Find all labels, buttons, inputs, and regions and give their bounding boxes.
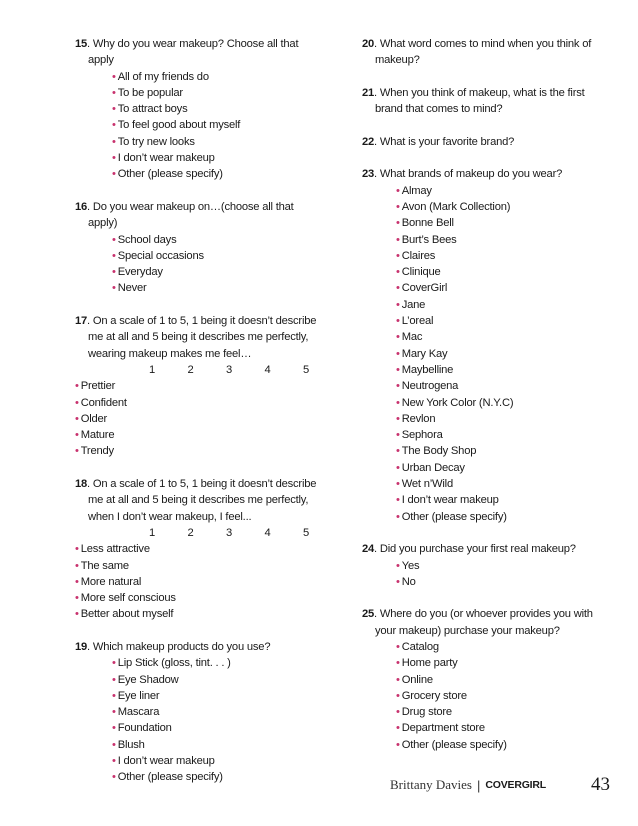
- list-item: • School days: [112, 232, 325, 248]
- question-text: 23. What brands of makeup do you wear?: [362, 168, 563, 181]
- list-item: • Catalog: [396, 639, 602, 655]
- question-21: [362, 85, 602, 118]
- list-item: • To attract boys: [112, 101, 325, 117]
- list-item: • More natural: [75, 574, 325, 590]
- list-item: • Eye liner: [112, 688, 325, 704]
- question-number: 25: [362, 608, 375, 621]
- question-text: 16. Do you wear makeup on…(choose all that apply): [75, 200, 294, 230]
- question-number: 19: [75, 640, 88, 653]
- list-item: • New York Color (N.Y.C): [396, 395, 602, 411]
- list-item: • Less attractive: [75, 541, 325, 557]
- option-list: [75, 69, 325, 183]
- list-item: • Grocery store: [396, 688, 602, 704]
- question-16: [75, 199, 325, 297]
- scale-label: 5: [302, 526, 309, 539]
- list-item: • Urban Decay: [396, 460, 602, 476]
- list-item: • More self conscious: [75, 590, 325, 606]
- list-item: • Drug store: [396, 704, 602, 720]
- question-22: [362, 134, 602, 150]
- list-item: • Mature: [75, 427, 325, 443]
- scale-label: 4: [264, 526, 271, 539]
- list-item: • To be popular: [112, 85, 325, 101]
- list-item: • The Body Shop: [396, 443, 602, 459]
- question-number: 17: [75, 315, 88, 328]
- list-item: • Mary Kay: [396, 346, 602, 362]
- question-number: 15: [75, 38, 88, 50]
- list-item: • I don’t wear makeup: [112, 753, 325, 769]
- list-item: • Lip Stick (gloss, tint. . . ): [112, 655, 325, 671]
- footer-separator: |: [476, 777, 481, 793]
- list-item: • No: [396, 574, 602, 590]
- list-item: • Jane: [396, 297, 602, 313]
- question-number: 21: [362, 86, 375, 99]
- rating-scale: [75, 362, 309, 378]
- question-18: [75, 476, 325, 623]
- question-19: [75, 639, 325, 786]
- list-item: • Older: [75, 411, 325, 427]
- list-item: • Mascara: [112, 704, 325, 720]
- question-number: 22: [362, 135, 375, 148]
- page-footer: [390, 773, 610, 797]
- list-item: • Claires: [396, 248, 602, 264]
- list-item: • Other (please specify): [396, 737, 602, 753]
- list-item: • Prettier: [75, 378, 325, 394]
- question-15: [75, 36, 325, 183]
- question-text: 24. Did you purchase your first real makeup?: [362, 543, 576, 556]
- option-list: [362, 183, 602, 525]
- question-text: 17. On a scale of 1 to 5, 1 being it doesn’t describe me at all and 5 being it describes me perfectly, wearing makeup makes me feel…: [75, 315, 317, 360]
- option-list: [75, 378, 325, 459]
- list-item: • Revlon: [396, 411, 602, 427]
- rating-scale: [75, 525, 309, 541]
- list-item: • L’oreal: [396, 313, 602, 329]
- list-item: • Mac: [396, 329, 602, 345]
- question-17: [75, 313, 325, 460]
- list-item: • Avon (Mark Collection): [396, 199, 602, 215]
- question-number: 16: [75, 200, 88, 213]
- list-item: • Bonne Bell: [396, 215, 602, 231]
- list-item: • Trendy: [75, 443, 325, 459]
- scale-label: 1: [149, 526, 156, 539]
- list-item: • I don’t wear makeup: [396, 492, 602, 508]
- question-number: 23: [362, 168, 375, 181]
- option-list: [75, 541, 325, 622]
- list-item: • Wet n’Wild: [396, 476, 602, 492]
- list-item: • Department store: [396, 720, 602, 736]
- question-number: 20: [362, 38, 375, 50]
- list-item: • Foundation: [112, 720, 325, 736]
- question-text: 20. What word comes to mind when you think of makeup?: [362, 38, 592, 67]
- list-item: • CoverGirl: [396, 280, 602, 296]
- scale-label: 5: [302, 363, 309, 376]
- question-number: 24: [362, 543, 375, 556]
- question-text: 21. When you think of makeup, what is the first brand that comes to mind?: [362, 86, 585, 116]
- scale-label: 2: [187, 526, 194, 539]
- question-text: 25. Where do you (or whoever provides you with your makeup) purchase your makeup?: [362, 608, 593, 637]
- scale-label: 3: [225, 526, 232, 539]
- option-list: [362, 558, 602, 591]
- question-text: 22. What is your favorite brand?: [362, 135, 515, 148]
- option-list: [362, 639, 602, 753]
- list-item: • To try new looks: [112, 134, 325, 150]
- list-item: • Other (please specify): [112, 166, 325, 182]
- list-item: • Maybelline: [396, 362, 602, 378]
- page-number: 43: [591, 774, 610, 795]
- list-item: • Home party: [396, 655, 602, 671]
- list-item: • Never: [112, 280, 325, 296]
- scale-label: 3: [225, 363, 232, 376]
- question-24: [362, 541, 602, 590]
- list-item: • To feel good about myself: [112, 117, 325, 133]
- list-item: • Better about myself: [75, 606, 325, 622]
- list-item: • I don’t wear makeup: [112, 150, 325, 166]
- list-item: • Special occasions: [112, 248, 325, 264]
- list-item: • Other (please specify): [396, 509, 602, 525]
- question-25: [362, 606, 602, 753]
- list-item: • Almay: [396, 183, 602, 199]
- scale-label: 2: [187, 363, 194, 376]
- list-item: • Everyday: [112, 264, 325, 280]
- list-item: • Yes: [396, 558, 602, 574]
- question-20: [362, 36, 602, 69]
- scale-label: 1: [149, 363, 156, 376]
- question-23: [362, 166, 602, 525]
- question-text: 18. On a scale of 1 to 5, 1 being it doesn’t describe me at all and 5 being it describes me perfectly, when I don’t wear makeup, I feel...: [75, 478, 317, 523]
- list-item: • Blush: [112, 737, 325, 753]
- question-text: 15. Why do you wear makeup? Choose all that apply: [75, 38, 299, 67]
- list-item: • Neutrogena: [396, 378, 602, 394]
- list-item: • Sephora: [396, 427, 602, 443]
- list-item: • All of my friends do: [112, 69, 325, 85]
- list-item: • The same: [75, 558, 325, 574]
- option-list: [75, 232, 325, 297]
- list-item: • Online: [396, 672, 602, 688]
- list-item: • Other (please specify): [112, 769, 325, 785]
- scale-label: 4: [264, 363, 271, 376]
- right-column: [362, 36, 602, 753]
- list-item: • Eye Shadow: [112, 672, 325, 688]
- left-column: [75, 36, 325, 786]
- brand-name: COVERGIRL: [485, 779, 546, 791]
- author-name: Brittany Davies: [390, 777, 472, 792]
- list-item: • Clinique: [396, 264, 602, 280]
- option-list: [75, 655, 325, 785]
- list-item: • Burt’s Bees: [396, 232, 602, 248]
- question-number: 18: [75, 478, 88, 491]
- list-item: • Confident: [75, 395, 325, 411]
- question-text: 19. Which makeup products do you use?: [75, 640, 271, 653]
